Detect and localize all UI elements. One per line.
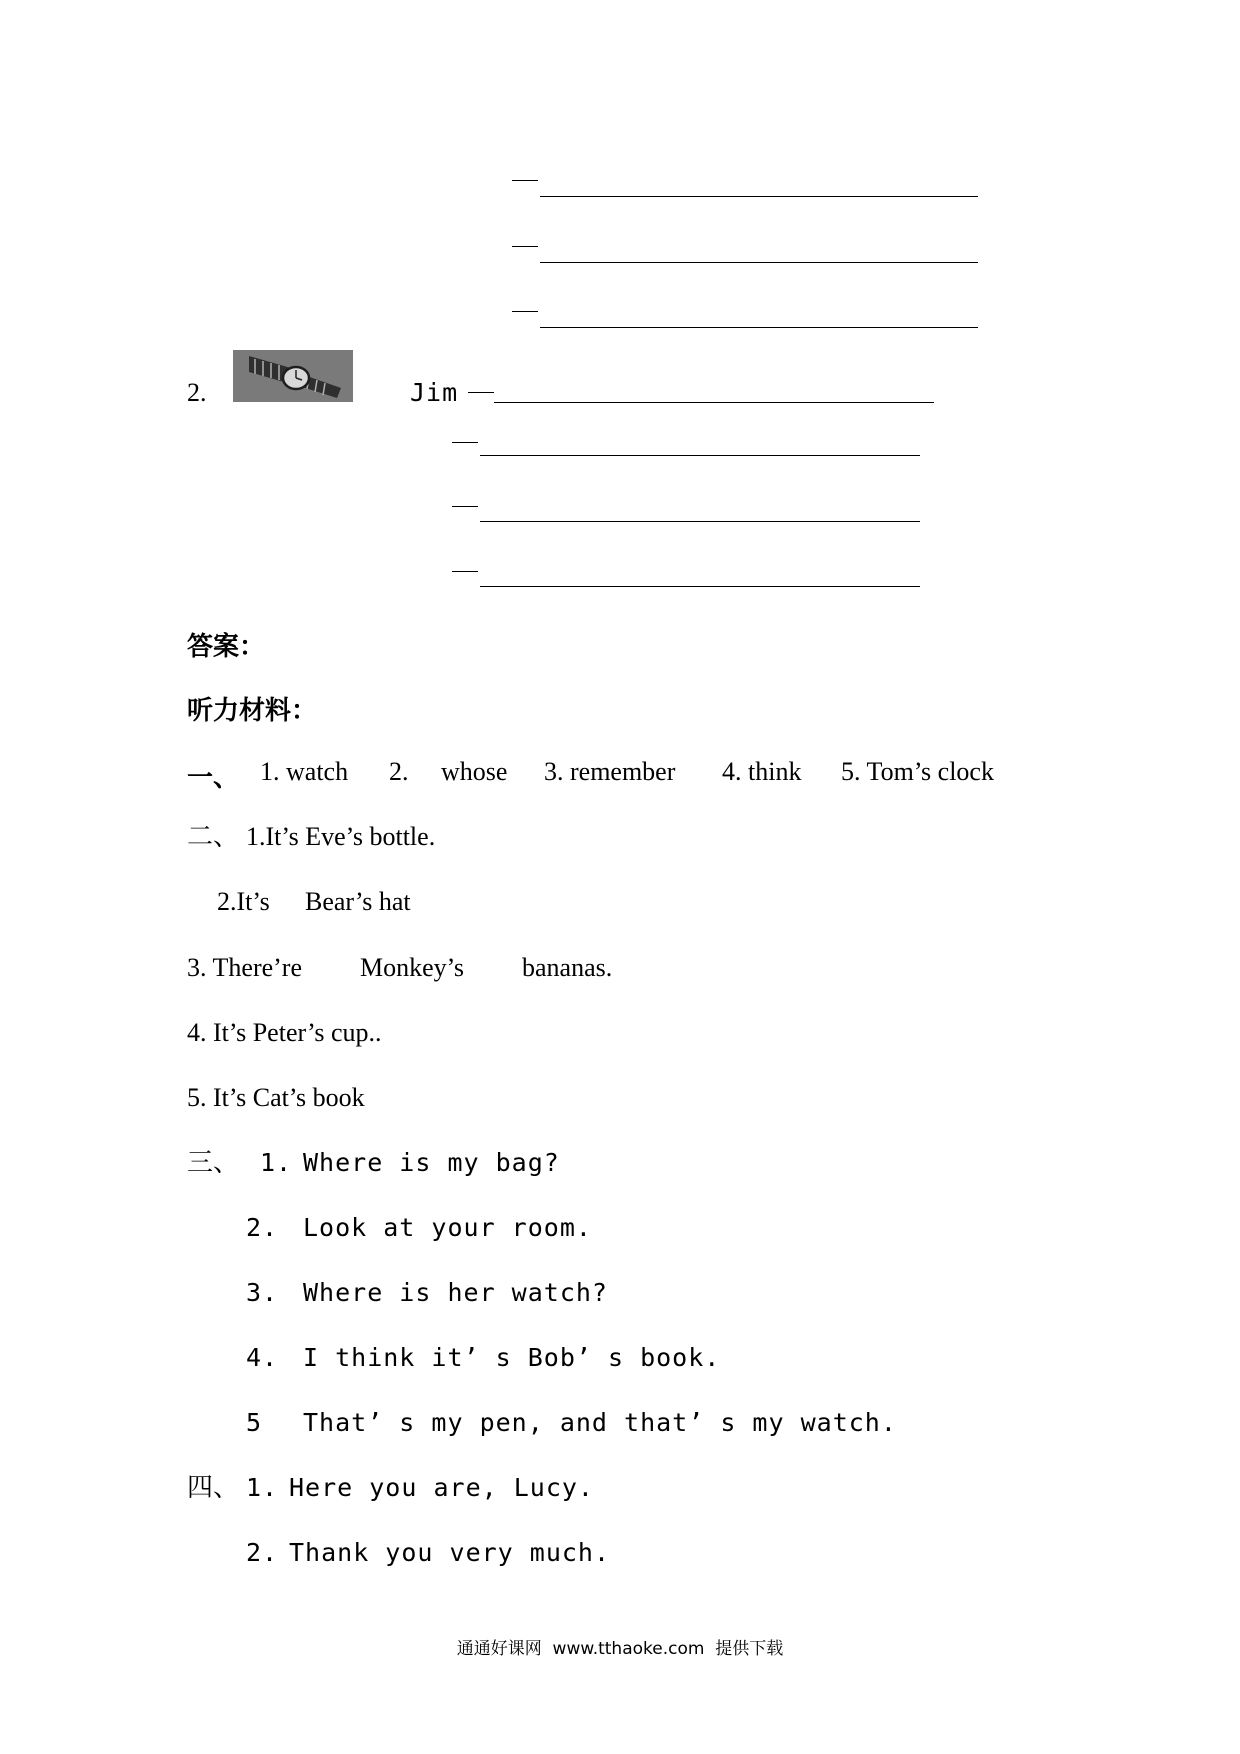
answer-sentence: Here you are, Lucy. (289, 1473, 594, 1502)
item-number: 1. (260, 1148, 293, 1177)
answers-heading: 答案： (187, 632, 266, 662)
answer-item: 2. (389, 757, 409, 786)
answer-line[interactable] (480, 586, 920, 587)
answer-sentence: Thank you very much. (289, 1538, 611, 1567)
answer-sentence: Look at your room. (303, 1213, 592, 1242)
item-number: 2. (246, 1213, 279, 1242)
answer-sentence: Where is her watch? (303, 1278, 608, 1307)
answer-sentence: That’ s my pen, and that’ s my watch. (303, 1408, 897, 1437)
answer-item: Monkey’s (360, 953, 464, 982)
answer-item: 3. There’re (187, 953, 303, 982)
dash (512, 311, 538, 312)
item-number: 4. (246, 1343, 279, 1372)
answer-item: 3. remember (544, 757, 676, 786)
student-name: Jim (410, 378, 459, 407)
answer-line[interactable] (480, 455, 920, 456)
item-number: 3. (246, 1278, 279, 1307)
answer-item: 5. It’s Cat’s book (187, 1083, 365, 1112)
item-number: 1. (246, 1473, 279, 1502)
answer-line[interactable] (540, 196, 978, 197)
answer-line[interactable] (494, 402, 934, 403)
answer-item: 2.It’s (217, 887, 270, 916)
answer-item: 1.It’s Eve’s bottle. (246, 822, 436, 851)
answer-item: 4. It’s Peter’s cup.. (187, 1018, 382, 1047)
answer-item: bananas. (522, 953, 613, 982)
watch-icon (233, 350, 353, 402)
item-number: 2. (246, 1538, 279, 1567)
answer-line[interactable] (540, 327, 978, 328)
answer-sentence: I think it’ s Bob’ s book. (303, 1343, 721, 1372)
listening-heading: 听力材料： (187, 696, 318, 726)
dash (468, 392, 494, 393)
section-label: 二、 (187, 822, 240, 851)
answer-item: Bear’s hat (305, 887, 411, 916)
dash (452, 442, 478, 443)
section-label: 四、 (187, 1473, 240, 1502)
dash (452, 571, 478, 572)
dash (512, 180, 538, 181)
item-number: 2. (187, 378, 207, 407)
section-label: 一、 (187, 763, 240, 793)
answer-item: whose (441, 757, 508, 786)
page-footer: 通通好课网 www.tthaoke.com 提供下载 (456, 1639, 784, 1659)
answer-sentence: Where is my bag? (303, 1148, 560, 1177)
answer-item: 1. watch (260, 757, 349, 786)
dash (452, 506, 478, 507)
watch-picture (233, 350, 353, 402)
answer-line[interactable] (480, 521, 920, 522)
dash (512, 246, 538, 247)
item-number: 5 (246, 1408, 263, 1437)
section-label: 三、 (187, 1148, 240, 1177)
answer-item: 5. Tom’s clock (841, 757, 994, 786)
answer-item: 4. think (722, 757, 802, 786)
answer-line[interactable] (540, 262, 978, 263)
